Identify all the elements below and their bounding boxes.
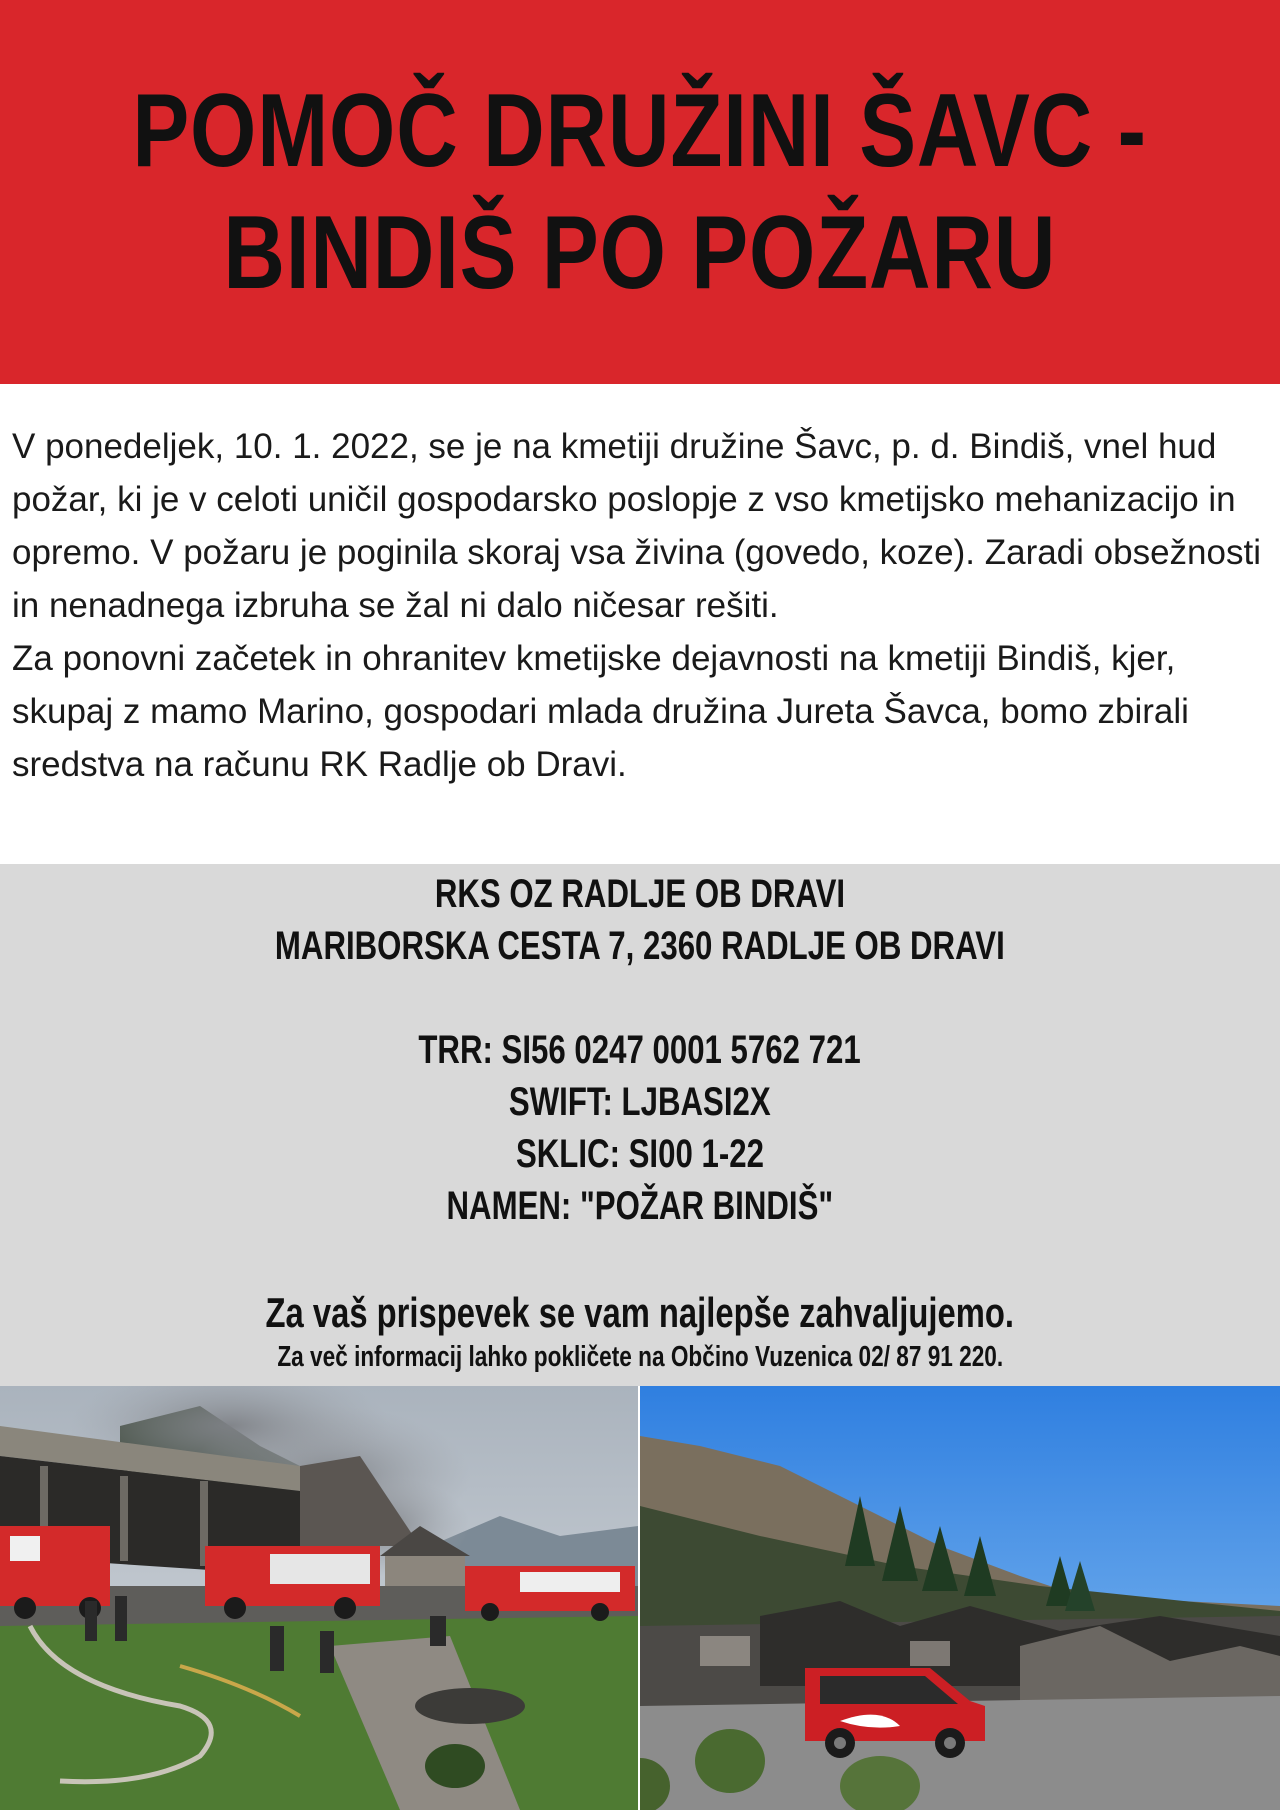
fire-scene-photo	[0, 1386, 638, 1810]
donation-panel	[0, 864, 1280, 1386]
swift-code: SWIFT: LJBASI2X	[509, 1080, 771, 1124]
intro-paragraph-1: V ponedeljek, 10. 1. 2022, se je na kmetiji družine Šavc, p. d. Bindiš, vnel hud požar, ki je v celoti uničil gospodarsko poslopje z vso kmetijsko mehanizacijo in opremo. V požaru je poginila skoraj vsa živina (govedo, koze). Zaradi obsežnosti in nenadnega izbruha se žal ni dalo ničesar rešiti.	[12, 427, 1261, 625]
info-text: Za več informacij lahko pokličete na Občino Vuzenica 02/ 87 91 220.	[277, 1341, 1003, 1373]
org-address: MARIBORSKA CESTA 7, 2360 RADLJE OB DRAVI	[275, 924, 1005, 968]
thanks-text: Za vaš prispevek se vam najlepše zahvaljujemo.	[265, 1289, 1015, 1336]
title-banner	[0, 0, 1280, 384]
sklic-reference: SKLIC: SI00 1-22	[516, 1132, 764, 1176]
burned-farm-photo	[640, 1386, 1280, 1810]
namen-purpose: NAMEN: "POŽAR BINDIŠ"	[446, 1184, 834, 1228]
intro-paragraph-2: Za ponovni začetek in ohranitev kmetijske dejavnosti na kmetiji Bindiš, kjer, skupaj z mamo Marino, gospodari mlada družina Jureta Šavca, bomo zbirali sredstva na računu RK Radlje ob Dravi.	[12, 639, 1189, 784]
title-line-2: BINDIŠ PO POŽARU	[223, 195, 1057, 311]
title-line-1: POMOČ DRUŽINI ŠAVC -	[132, 73, 1148, 189]
photo-strip	[0, 1386, 1280, 1810]
trr-account: TRR: SI56 0247 0001 5762 721	[418, 1028, 862, 1072]
intro-text	[12, 420, 1274, 791]
org-name: RKS OZ RADLJE OB DRAVI	[434, 872, 846, 916]
